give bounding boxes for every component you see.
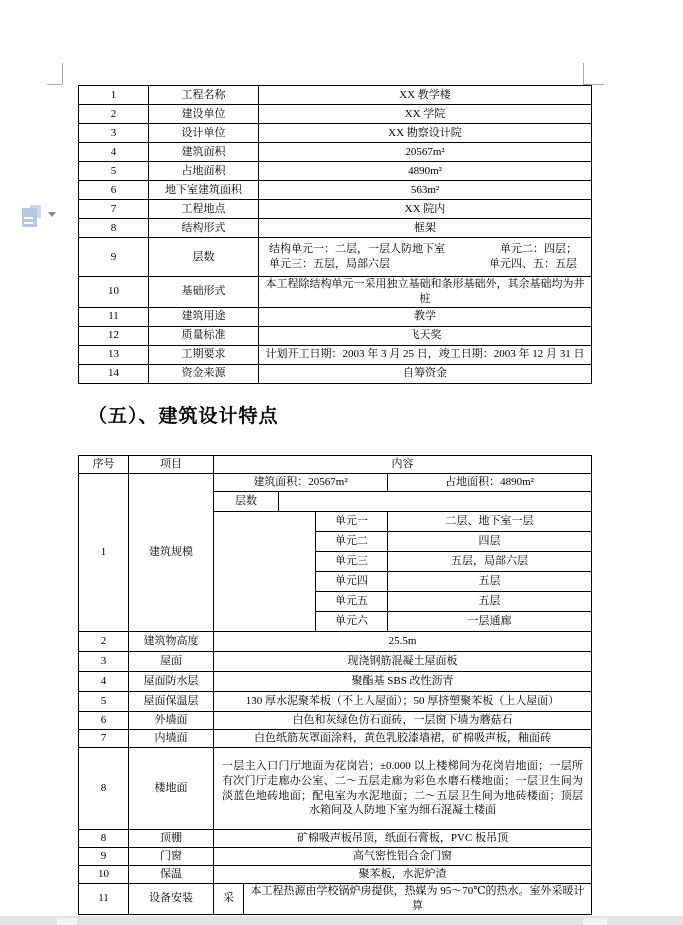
row-value: 130 厚水泥聚苯板（不上人屋面）；50 厚挤塑聚苯板（上人屋面） xyxy=(214,692,592,712)
row-value: 聚苯板，水泥炉渣 xyxy=(214,866,592,884)
row-value: 自筹资金 xyxy=(259,364,592,383)
row-number: 1 xyxy=(79,86,149,105)
row-number: 8 xyxy=(79,748,129,830)
row-label: 屋面保温层 xyxy=(129,692,214,712)
table-row xyxy=(79,672,592,692)
row-value: 计划开工日期：2003 年 3 月 25 日，竣工日期：2003 年 12 月 31 日 xyxy=(259,345,592,364)
row-value: 一层主入口门厅地面为花岗岩；±0.000 以上楼梯间为花岗岩地面；一层所有次门厅走廊办公室、二～五层走廊为彩色水磨石楼地面；一层卫生间为淡蓝色地砖地面；配电室为水泥地面；二～五层卫生间为地砖楼面；顶层水箱间及人防地下室为细石混凝土楼面 xyxy=(214,748,592,830)
row-number: 5 xyxy=(79,162,149,181)
floors-line2-left: 单元三：五层，局部六层 xyxy=(269,258,390,270)
row-label: 顶棚 xyxy=(129,830,214,848)
unit-name: 单元一 xyxy=(316,512,388,532)
table-row xyxy=(79,307,592,326)
row-label: 资金来源 xyxy=(149,364,259,383)
row-number: 11 xyxy=(79,307,149,326)
scale-area-row xyxy=(79,474,592,492)
row-label: 建筑面积 xyxy=(149,143,259,162)
table-row xyxy=(79,181,592,200)
unit-name: 单元五 xyxy=(316,592,388,612)
page-gap-notch xyxy=(57,918,77,925)
table-row xyxy=(79,277,592,308)
row-value: 现浇钢筋混凝土屋面板 xyxy=(214,652,592,672)
row-value: XX 院内 xyxy=(259,200,592,219)
table-row xyxy=(79,730,592,748)
table-row xyxy=(79,866,592,884)
row-value: 白色和灰绿色仿石面砖，一层窗下墙为蘑菇石 xyxy=(214,712,592,730)
row-label: 质量标准 xyxy=(149,326,259,345)
margin-corner-mark xyxy=(62,63,63,84)
table-row xyxy=(79,326,592,345)
row-number: 4 xyxy=(79,672,129,692)
floors-label: 层数 xyxy=(214,492,279,512)
row-number: 10 xyxy=(79,866,129,884)
row-number: 7 xyxy=(79,200,149,219)
row-value: 25.5m xyxy=(214,632,592,652)
row-number: 13 xyxy=(79,345,149,364)
section-heading: （五）、建筑设计特点 xyxy=(88,406,279,427)
table-row xyxy=(79,143,592,162)
table-row xyxy=(79,345,592,364)
row-label: 建筑物高度 xyxy=(129,632,214,652)
row-number: 8 xyxy=(79,830,129,848)
row-label: 层数 xyxy=(149,238,259,277)
table-row xyxy=(79,848,592,866)
table-row xyxy=(79,124,592,143)
row-number: 6 xyxy=(79,712,129,730)
unit-value: 五层 xyxy=(388,572,592,592)
row-label: 内墙面 xyxy=(129,730,214,748)
row-label: 保温 xyxy=(129,866,214,884)
row-number: 14 xyxy=(79,364,149,383)
page-options-button[interactable] xyxy=(22,204,56,230)
table-row xyxy=(79,162,592,181)
row-number: 9 xyxy=(79,238,149,277)
row-value: 聚酯基 SBS 改性沥青 xyxy=(214,672,592,692)
table-row xyxy=(79,86,592,105)
row-label: 设计单位 xyxy=(149,124,259,143)
row-value xyxy=(259,238,592,277)
table-row xyxy=(79,632,592,652)
row-value: 本工程热源由学校锅炉房提供，热媒为 95～70℃的热水。室外采暖计算 xyxy=(244,884,592,915)
floors-line1-left: 结构单元一：二层，一层人防地下室 xyxy=(269,243,445,256)
margin-corner-mark xyxy=(47,84,62,85)
unit-name: 单元三 xyxy=(316,552,388,572)
table-row xyxy=(79,692,592,712)
row-label: 工期要求 xyxy=(149,345,259,364)
table-row-floors xyxy=(79,238,592,277)
row-number: 2 xyxy=(79,632,129,652)
header-num: 序号 xyxy=(79,456,129,474)
row-label: 屋面 xyxy=(129,652,214,672)
row-label: 地下室建筑面积 xyxy=(149,181,259,200)
unit-name: 单元四 xyxy=(316,572,388,592)
project-info-table xyxy=(78,85,592,384)
row-number: 4 xyxy=(79,143,149,162)
row-number: 7 xyxy=(79,730,129,748)
table-row xyxy=(79,105,592,124)
row-label: 门窗 xyxy=(129,848,214,866)
unit-value: 一层通廊 xyxy=(388,612,592,632)
row-label: 工程地点 xyxy=(149,200,259,219)
row-value: 本工程除结构单元一采用独立基础和条形基础外，其余基础均为井桩 xyxy=(259,277,592,308)
row-value: 矿棉吸声板吊顶，纸面石膏板，PVC 板吊顶 xyxy=(214,830,592,848)
row-label: 占地面积 xyxy=(149,162,259,181)
floors-line1-right: 单元二：四层； xyxy=(500,243,577,256)
document-icon xyxy=(22,208,37,227)
row-number: 1 xyxy=(79,474,129,632)
header-item: 项目 xyxy=(129,456,214,474)
row-label: 外墙面 xyxy=(129,712,214,730)
row-label: 设备安装 xyxy=(129,884,214,915)
row-label: 楼地面 xyxy=(129,748,214,830)
unit-value: 四层 xyxy=(388,532,592,552)
row-number: 3 xyxy=(79,652,129,672)
row-value: 教学 xyxy=(259,307,592,326)
row-value: XX 教学楼 xyxy=(259,86,592,105)
row-number: 12 xyxy=(79,326,149,345)
table-header-row xyxy=(79,456,592,474)
row-number: 3 xyxy=(79,124,149,143)
area-built: 建筑面积：20567m² xyxy=(214,474,388,492)
empty-cell xyxy=(214,512,316,632)
equip-sub-label: 采 xyxy=(214,884,244,915)
floors-line2-right: 单元四、五：五层 xyxy=(489,258,577,270)
table-row xyxy=(79,652,592,672)
row-value: XX 学院 xyxy=(259,105,592,124)
row-number: 11 xyxy=(79,884,129,915)
row-value: XX 勘察设计院 xyxy=(259,124,592,143)
row-label: 建设单位 xyxy=(149,105,259,124)
table-row xyxy=(79,830,592,848)
unit-name: 单元六 xyxy=(316,612,388,632)
row-label: 建筑用途 xyxy=(149,307,259,326)
table-row xyxy=(79,219,592,238)
header-content: 内容 xyxy=(214,456,592,474)
chevron-down-icon[interactable] xyxy=(48,212,56,217)
row-number: 9 xyxy=(79,848,129,866)
row-value: 飞天奖 xyxy=(259,326,592,345)
row-label: 屋面防水层 xyxy=(129,672,214,692)
unit-name: 单元二 xyxy=(316,532,388,552)
table-row xyxy=(79,200,592,219)
row-value: 4890m² xyxy=(259,162,592,181)
unit-value: 五层 xyxy=(388,592,592,612)
row-value: 高气密性铝合金门窗 xyxy=(214,848,592,866)
area-site: 占地面积：4890m² xyxy=(388,474,592,492)
row-value: 563m² xyxy=(259,181,592,200)
row-number: 8 xyxy=(79,219,149,238)
row-value: 框架 xyxy=(259,219,592,238)
table-row xyxy=(79,712,592,730)
row-number: 2 xyxy=(79,105,149,124)
unit-value: 二层、地下室一层 xyxy=(388,512,592,532)
page-gap xyxy=(0,916,683,925)
row-label: 基础形式 xyxy=(149,277,259,308)
row-value: 20567m² xyxy=(259,143,592,162)
design-features-table xyxy=(78,455,592,915)
row-label: 结构形式 xyxy=(149,219,259,238)
row-number: 6 xyxy=(79,181,149,200)
empty-cell xyxy=(279,492,592,512)
unit-value: 五层，局部六层 xyxy=(388,552,592,572)
table-row-flooring xyxy=(79,748,592,830)
row-label: 建筑规模 xyxy=(129,474,214,632)
margin-corner-mark xyxy=(583,63,584,84)
row-label: 工程名称 xyxy=(149,86,259,105)
row-number: 10 xyxy=(79,277,149,308)
row-value: 白色纸筋灰罩面涂料，黄色乳胶漆墙裙，矿棉吸声板，釉面砖 xyxy=(214,730,592,748)
table-row-equipment xyxy=(79,884,592,915)
row-number: 5 xyxy=(79,692,129,712)
table-row xyxy=(79,364,592,383)
page-gap-notch xyxy=(583,918,607,925)
